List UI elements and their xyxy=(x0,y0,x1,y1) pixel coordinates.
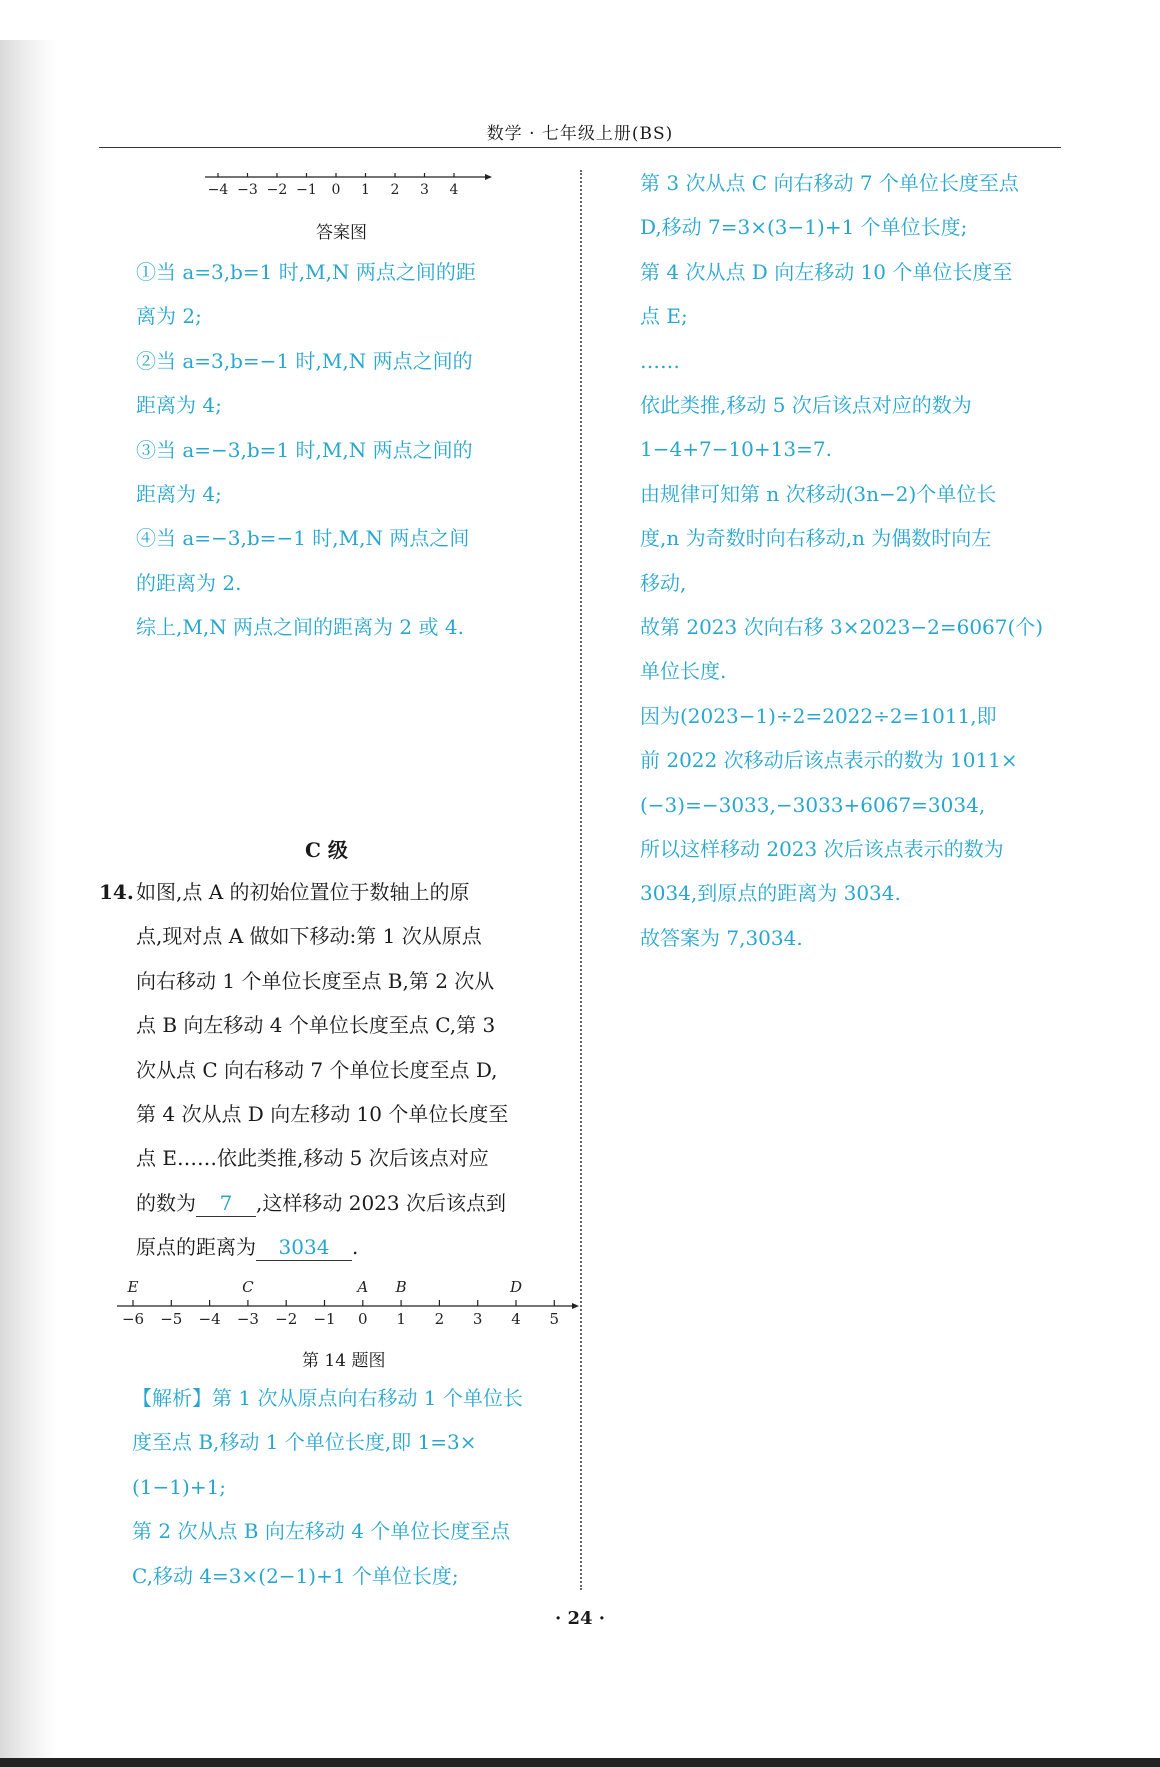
question-line: 向右移动 1 个单位长度至点 B,第 2 次从 xyxy=(136,968,495,993)
answer-line: 距离为 4; xyxy=(136,482,222,506)
solution-line: 第 4 次从点 D 向左移动 10 个单位长度至 xyxy=(640,259,1013,284)
solution-line: 点 E; xyxy=(640,304,688,329)
page-number: · 24 · xyxy=(554,1608,606,1629)
solution-line: D,移动 7=3×(3−1)+1 个单位长度; xyxy=(640,215,968,240)
answer-line: 离为 2; xyxy=(136,304,202,329)
answer-line: ②当 a=3,b=−1 时,M,N 两点之间的 xyxy=(136,348,473,373)
tick-label: −5 xyxy=(160,1310,183,1328)
solution-line: (−3)=−3033,−3033+6067=3034, xyxy=(640,792,986,817)
answer-blank-1: 7 xyxy=(196,1190,256,1217)
tick-label: −4 xyxy=(198,1310,221,1328)
answer-blank-2: 3034 xyxy=(256,1234,352,1261)
analysis-line: 第 2 次从点 B 向左移动 4 个单位长度至点 xyxy=(132,1519,511,1544)
solution-line: 所以这样移动 2023 次后该点表示的数为 xyxy=(640,837,1004,861)
analysis-line: 【解析】第 1 次从原点向右移动 1 个单位长 xyxy=(132,1386,523,1410)
solution-line: 度,n 为奇数时向右移动,n 为偶数时向左 xyxy=(640,526,992,551)
tick-label: 1 xyxy=(361,182,370,198)
answer-figure-caption: 答案图 xyxy=(316,223,367,243)
question-line: 如图,点 A 的初始位置位于数轴上的原 xyxy=(136,880,470,904)
page-edge-top xyxy=(0,0,58,40)
answer-line: ①当 a=3,b=1 时,M,N 两点之间的距 xyxy=(136,260,476,284)
solution-line: 3034,到原点的距离为 3034. xyxy=(640,881,901,906)
question-line-8 xyxy=(136,1190,506,1217)
point-label: C xyxy=(242,1278,254,1296)
solution-line: …… xyxy=(640,348,680,373)
tick-label: 0 xyxy=(358,1310,368,1328)
analysis-line: (1−1)+1; xyxy=(132,1474,227,1499)
solution-line: 第 3 次从点 C 向右移动 7 个单位长度至点 xyxy=(640,171,1019,195)
tick-label: 4 xyxy=(449,182,459,198)
solution-line: 因为(2023−1)÷2=2022÷2=1011,即 xyxy=(640,703,997,728)
tick-label: −3 xyxy=(236,1310,259,1328)
tick-label: 3 xyxy=(420,182,429,198)
tick-label: 0 xyxy=(331,182,341,198)
section-title: C 级 xyxy=(305,838,348,862)
answer-line: 距离为 4; xyxy=(136,393,222,418)
tick-label: −3 xyxy=(237,182,258,198)
question-line-8-before: 的数为 xyxy=(136,1191,196,1215)
answer-line: 综上,M,N 两点之间的距离为 2 或 4. xyxy=(136,615,464,640)
solution-line: 1−4+7−10+13=7. xyxy=(640,437,832,462)
tick-label: −2 xyxy=(275,1310,298,1328)
tick-label: −1 xyxy=(296,182,317,198)
question-line-9 xyxy=(136,1234,358,1261)
answer-line: ④当 a=−3,b=−1 时,M,N 两点之间 xyxy=(136,526,470,551)
solution-line: 前 2022 次移动后该点表示的数为 1011× xyxy=(640,748,1018,773)
column-divider xyxy=(580,170,582,1590)
question-line-9-after: . xyxy=(352,1235,359,1259)
page-header: 数学 · 七年级上册(BS) xyxy=(486,124,674,144)
solution-line: 依此类推,移动 5 次后该点对应的数为 xyxy=(640,393,972,417)
point-label: A xyxy=(357,1278,369,1296)
tick-label: −4 xyxy=(207,182,229,198)
question-line: 点 B 向左移动 4 个单位长度至点 C,第 3 xyxy=(136,1013,496,1038)
tick-label: −1 xyxy=(313,1310,336,1328)
solution-line: 由规律可知第 n 次移动(3n−2)个单位长 xyxy=(640,481,997,506)
page-edge-shadow xyxy=(0,0,58,1767)
point-label: E xyxy=(127,1278,139,1296)
tick-label: 2 xyxy=(434,1310,445,1328)
question-line-9-before: 原点的距离为 xyxy=(136,1235,256,1259)
question-line: 次从点 C 向右移动 7 个单位长度至点 D, xyxy=(136,1057,498,1082)
tick-label: −2 xyxy=(266,182,288,198)
solution-line: 故答案为 7,3034. xyxy=(640,925,803,950)
analysis-line: 度至点 B,移动 1 个单位长度,即 1=3× xyxy=(132,1430,477,1455)
answer-line: ③当 a=−3,b=1 时,M,N 两点之间的 xyxy=(136,437,473,462)
question-line: 点,现对点 A 做如下移动:第 1 次从原点 xyxy=(136,924,482,949)
header-rule xyxy=(99,147,1061,148)
question-line: 第 4 次从点 D 向左移动 10 个单位长度至 xyxy=(136,1102,509,1126)
tick-label: 4 xyxy=(511,1310,521,1328)
question-number: 14. xyxy=(99,880,134,904)
solution-line: 移动, xyxy=(640,570,687,595)
point-label: D xyxy=(509,1278,523,1296)
tick-label: 2 xyxy=(390,182,400,198)
answer-number-line xyxy=(195,165,495,199)
tick-label: −6 xyxy=(121,1310,145,1328)
figure14-number-line xyxy=(112,1270,582,1330)
answer-line: 的距离为 2. xyxy=(136,570,242,595)
tick-label: 5 xyxy=(549,1310,560,1328)
tick-label: 1 xyxy=(396,1310,406,1328)
solution-line: 单位长度. xyxy=(640,659,727,684)
analysis-line: C,移动 4=3×(2−1)+1 个单位长度; xyxy=(132,1563,459,1588)
tick-label: 3 xyxy=(472,1310,483,1328)
question-line: 点 E……依此类推,移动 5 次后该点对应 xyxy=(136,1146,489,1171)
figure14-caption: 第 14 题图 xyxy=(302,1351,386,1371)
point-label: B xyxy=(395,1278,407,1296)
bottom-bar xyxy=(0,1758,1160,1767)
solution-line: 故第 2023 次向右移 3×2023−2=6067(个) xyxy=(640,615,1044,639)
question-line-8-after: ,这样移动 2023 次后该点到 xyxy=(256,1191,506,1215)
